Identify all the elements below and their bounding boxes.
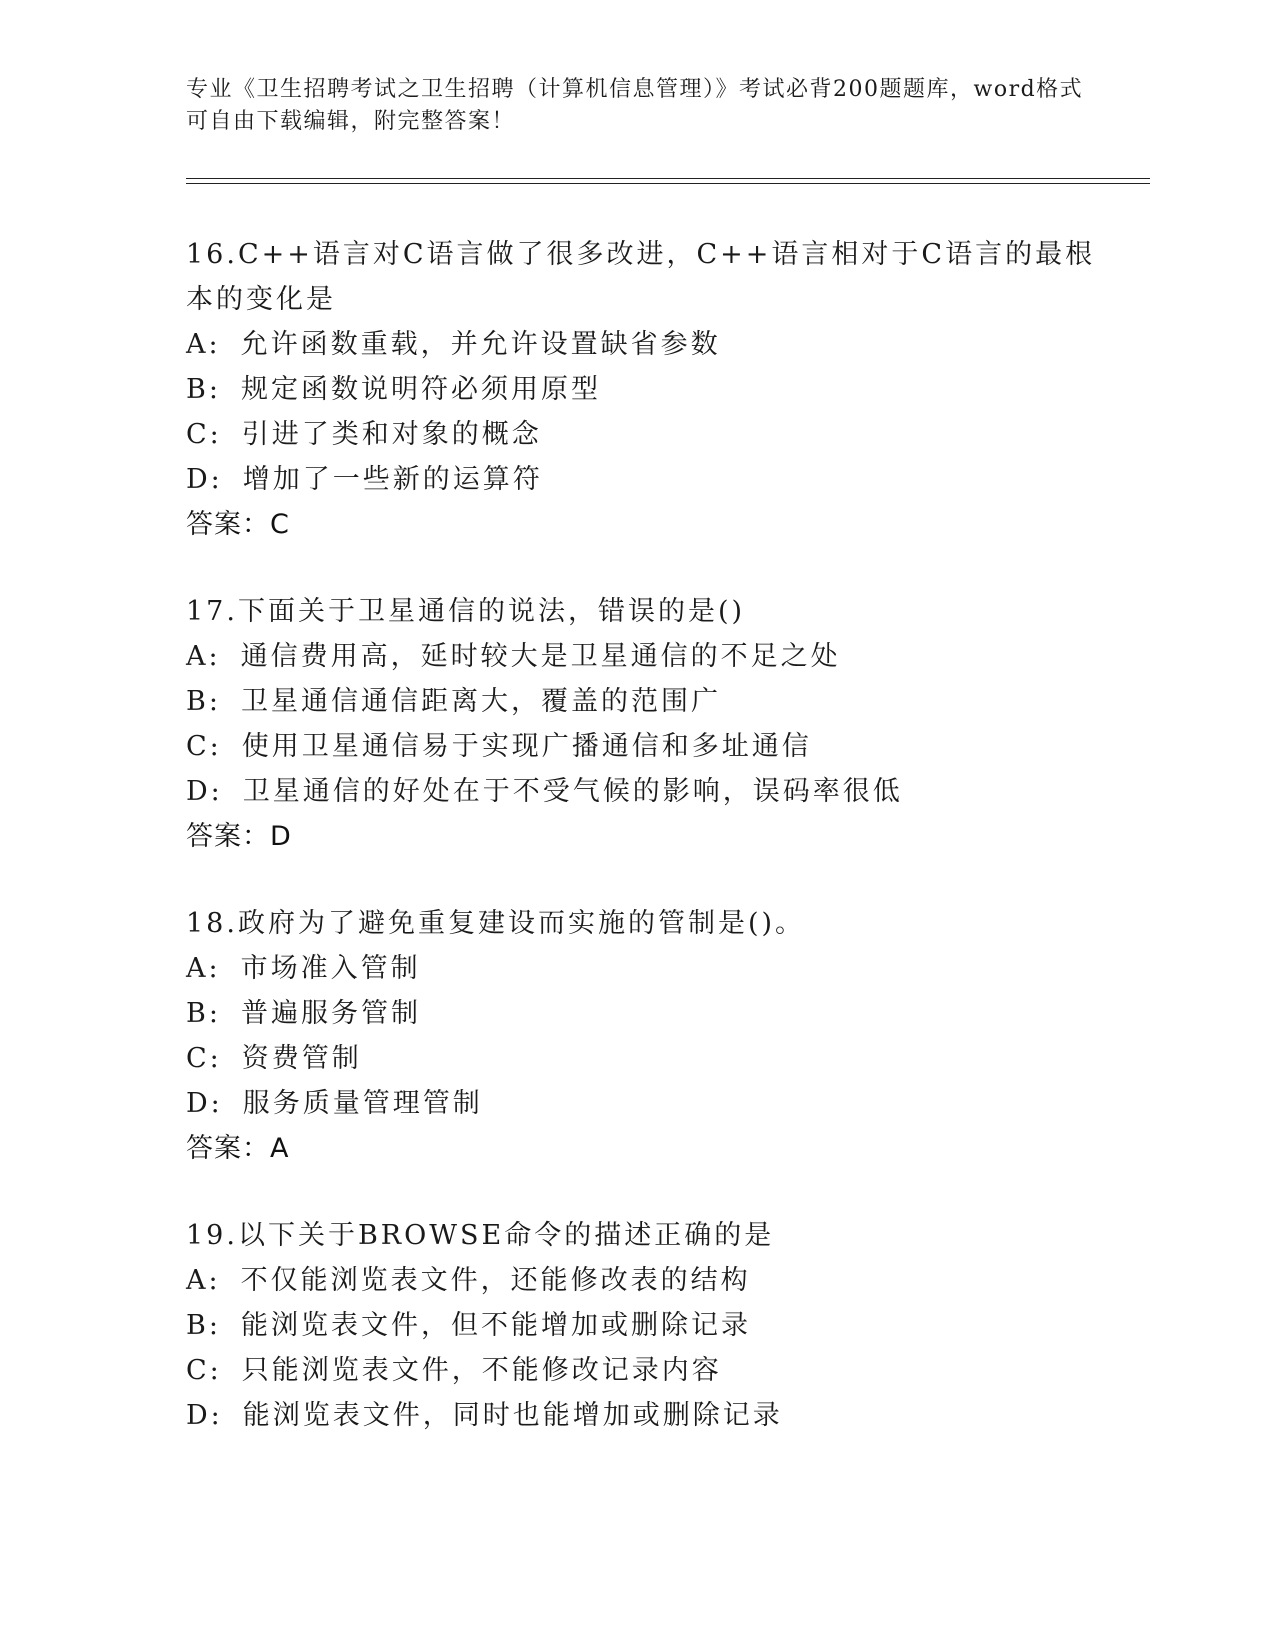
answer-line: 答案：A: [186, 1133, 290, 1164]
option-text: 引进了类和对象的概念: [241, 419, 542, 450]
option-key: B:: [186, 998, 221, 1029]
option-text: 普遍服务管制: [240, 998, 421, 1029]
option-key: D:: [186, 1088, 223, 1119]
option-key: B:: [186, 374, 221, 405]
option-text: 不仅能浏览表文件，还能修改表的结构: [240, 1265, 751, 1296]
option-d: [186, 457, 1106, 502]
option-text: 通信费用高，延时较大是卫星通信的不足之处: [240, 641, 841, 672]
option-text: 卫星通信的好处在于不受气候的影响，误码率很低: [242, 776, 903, 807]
option-c: [186, 1036, 1106, 1081]
option-a: [186, 322, 1106, 367]
option-text: 资费管制: [241, 1043, 362, 1074]
option-b: [186, 679, 1106, 724]
option-key: C:: [186, 1355, 222, 1386]
answer-line: 答案：C: [186, 509, 290, 540]
option-key: C:: [186, 419, 222, 450]
option-text: 能浏览表文件，同时也能增加或删除记录: [242, 1400, 783, 1431]
document-header: 专业《卫生招聘考试之卫生招聘（计算机信息管理）》考试必背200题题库，word格式可自由下载编辑，附完整答案！: [186, 77, 1084, 134]
header-divider-bottom: [186, 183, 1150, 184]
option-a: [186, 946, 1106, 991]
option-a: [186, 634, 1106, 679]
option-d: [186, 1081, 1106, 1126]
option-key: B:: [186, 686, 221, 717]
question-list: [186, 232, 1106, 1480]
option-text: 服务质量管理管制: [242, 1088, 483, 1119]
question-stem: 18.政府为了避免重复建设而实施的管制是()。: [186, 908, 806, 939]
question-18: [186, 901, 1106, 1171]
option-text: 增加了一些新的运算符: [242, 464, 543, 495]
question-stem: 16.C++语言对C语言做了很多改进，C++语言相对于C语言的最根本的变化是: [186, 239, 1096, 315]
option-key: D:: [186, 464, 223, 495]
answer-line: 答案：D: [186, 821, 292, 852]
option-text: 卫星通信通信距离大，覆盖的范围广: [240, 686, 721, 717]
option-c: [186, 412, 1106, 457]
option-c: [186, 1348, 1106, 1393]
question-17: [186, 589, 1106, 859]
question-16: [186, 232, 1106, 547]
option-key: A:: [186, 641, 221, 672]
option-key: C:: [186, 731, 222, 762]
option-a: [186, 1258, 1106, 1303]
option-key: D:: [186, 1400, 223, 1431]
question-stem: 17.下面关于卫星通信的说法，错误的是(): [186, 596, 746, 627]
option-text: 只能浏览表文件，不能修改记录内容: [241, 1355, 722, 1386]
option-key: B:: [186, 1310, 221, 1341]
header-divider-top: [186, 178, 1150, 179]
option-text: 能浏览表文件，但不能增加或删除记录: [240, 1310, 751, 1341]
option-d: [186, 769, 1106, 814]
option-d: [186, 1393, 1106, 1438]
question-stem: 19.以下关于BROWSE命令的描述正确的是: [186, 1220, 775, 1251]
option-text: 使用卫星通信易于实现广播通信和多址通信: [241, 731, 812, 762]
option-text: 规定函数说明符必须用原型: [240, 374, 601, 405]
option-text: 允许函数重载，并允许设置缺省参数: [240, 329, 721, 360]
question-19: [186, 1213, 1106, 1438]
option-key: D:: [186, 776, 223, 807]
option-key: A:: [186, 953, 221, 984]
option-key: A:: [186, 1265, 221, 1296]
option-key: C:: [186, 1043, 222, 1074]
option-text: 市场准入管制: [240, 953, 421, 984]
option-b: [186, 367, 1106, 412]
option-b: [186, 991, 1106, 1036]
option-b: [186, 1303, 1106, 1348]
option-key: A:: [186, 329, 221, 360]
option-c: [186, 724, 1106, 769]
